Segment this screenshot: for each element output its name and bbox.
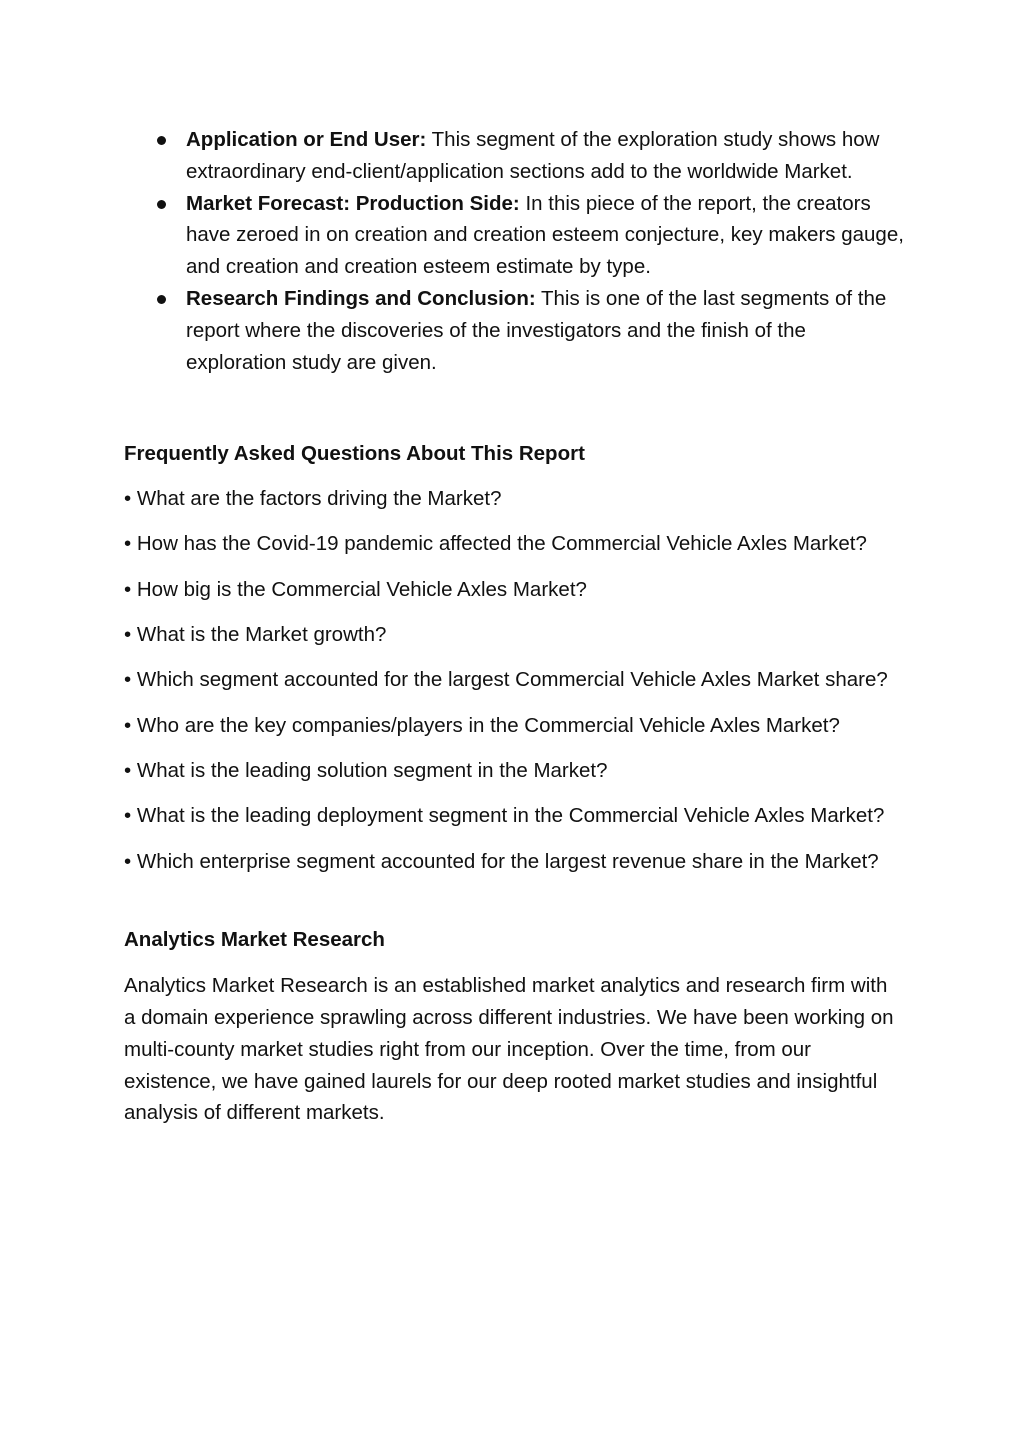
faq-question: • What are the factors driving the Market?: [124, 487, 502, 511]
list-item: [186, 188, 904, 283]
document-content: [124, 124, 904, 1129]
segment-description: This segment of the exploration study shows how extraordinary end-client/application sections add to the worldwide Market.: [186, 128, 880, 183]
segment-term: Research Findings and Conclusion:: [186, 286, 536, 310]
list-item: [186, 124, 904, 188]
faq-question: • How big is the Commercial Vehicle Axles Market?: [124, 577, 587, 601]
faq-list: [124, 483, 904, 877]
about-heading: Analytics Market Research: [124, 928, 385, 952]
faq-heading: Frequently Asked Questions About This Report: [124, 442, 585, 466]
bullet-icon: [157, 200, 166, 209]
faq-question: • What is the leading solution segment in the Market?: [124, 758, 608, 782]
list-item: [186, 283, 904, 378]
faq-question: • Which segment accounted for the largest Commercial Vehicle Axles Market share?: [124, 668, 888, 692]
segment-term: Market Forecast: Production Side:: [186, 191, 520, 215]
report-segments-list: [124, 124, 904, 378]
about-paragraph: Analytics Market Research is an established market analytics and research firm with a domain experience sprawling across different industries. We have been working on multi-county market studies right from our inception. Over the time, from our existence, we have gained laurels for our deep rooted market studies and insightful analysis of different markets.: [124, 974, 894, 1125]
segment-term: Application or End User:: [186, 128, 427, 151]
faq-question: • Who are the key companies/players in the Commercial Vehicle Axles Market?: [124, 713, 840, 737]
faq-question: • What is the leading deployment segment in the Commercial Vehicle Axles Market?: [124, 804, 885, 828]
segment-description: In this piece of the report, the creators have zeroed in on creation and creation esteem conjecture, key makers gauge, and creation and creation esteem estimate by type.: [186, 191, 904, 279]
faq-question: • What is the Market growth?: [124, 623, 387, 647]
faq-question: • Which enterprise segment accounted for the largest revenue share in the Market?: [124, 849, 879, 873]
segment-description: This is one of the last segments of the report where the discoveries of the investigators and the finish of the exploration study are given.: [186, 286, 887, 374]
faq-question: • How has the Covid-19 pandemic affected the Commercial Vehicle Axles Market?: [124, 532, 867, 556]
bullet-icon: [157, 136, 166, 145]
bullet-icon: [157, 295, 166, 304]
